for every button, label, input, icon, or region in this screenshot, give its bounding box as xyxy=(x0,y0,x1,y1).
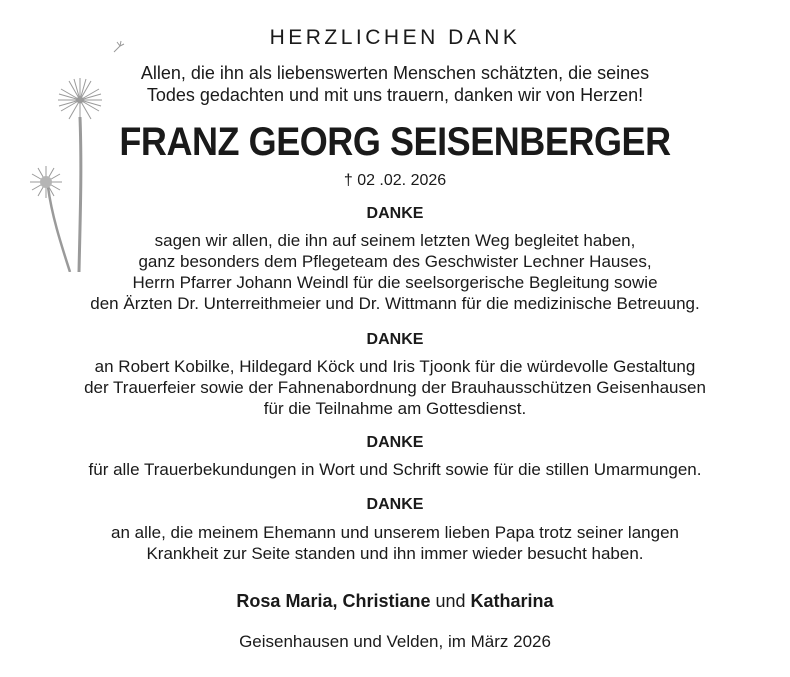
section-line: der Trauerfeier sowie der Fahnenabordnung der Brauhausschützen Geisenhausen xyxy=(84,378,706,397)
intro-line: Allen, die ihn als liebenswerten Menschen schätzten, die seines xyxy=(140,63,650,83)
page-title: HERZLICHEN DANK xyxy=(269,26,521,49)
deceased-name: FRANZ GEORG SEISENBERGER xyxy=(119,120,671,164)
section-title: DANKE xyxy=(366,434,424,451)
signature-connector: und xyxy=(430,591,471,611)
signature xyxy=(0,591,790,612)
section-line: ganz besonders dem Pflegeteam des Geschwister Lechner Hauses, xyxy=(138,252,652,271)
section-text xyxy=(0,356,790,419)
section-text xyxy=(0,522,790,564)
section-title: DANKE xyxy=(366,496,424,513)
section-line: Krankheit zur Seite standen und ihn immer wieder besucht haben. xyxy=(146,544,644,563)
section-line: sagen wir allen, die ihn auf seinem letzten Weg begleitet haben, xyxy=(154,231,636,250)
section-title: DANKE xyxy=(366,331,424,348)
signature-name-last: Katharina xyxy=(470,591,554,611)
section-line: für alle Trauerbekundungen in Wort und Schrift sowie für die stillen Umarmungen. xyxy=(88,460,702,479)
section-text xyxy=(0,459,790,480)
section-title: DANKE xyxy=(366,205,424,222)
section-line: an alle, die meinem Ehemann und unserem lieben Papa trotz seiner langen xyxy=(111,523,679,542)
section-line: an Robert Kobilke, Hildegard Köck und Iris Tjoonk für die würdevolle Gestaltung xyxy=(94,357,696,376)
section-line: für die Teilnahme am Gottesdienst. xyxy=(263,399,527,418)
section-line: Herrn Pfarrer Johann Weindl für die seelsorgerische Begleitung sowie xyxy=(132,273,658,292)
signature-names: Rosa Maria, Christiane xyxy=(236,591,431,611)
section-text xyxy=(0,230,790,314)
place-date: Geisenhausen und Velden, im März 2026 xyxy=(239,632,551,651)
intro-text xyxy=(0,62,790,106)
intro-line: Todes gedachten und mit uns trauern, danken wir von Herzen! xyxy=(146,85,644,105)
death-date: † 02 .02. 2026 xyxy=(343,172,447,189)
section-line: den Ärzten Dr. Unterreithmeier und Dr. Wittmann für die medizinische Betreuung. xyxy=(90,294,700,313)
